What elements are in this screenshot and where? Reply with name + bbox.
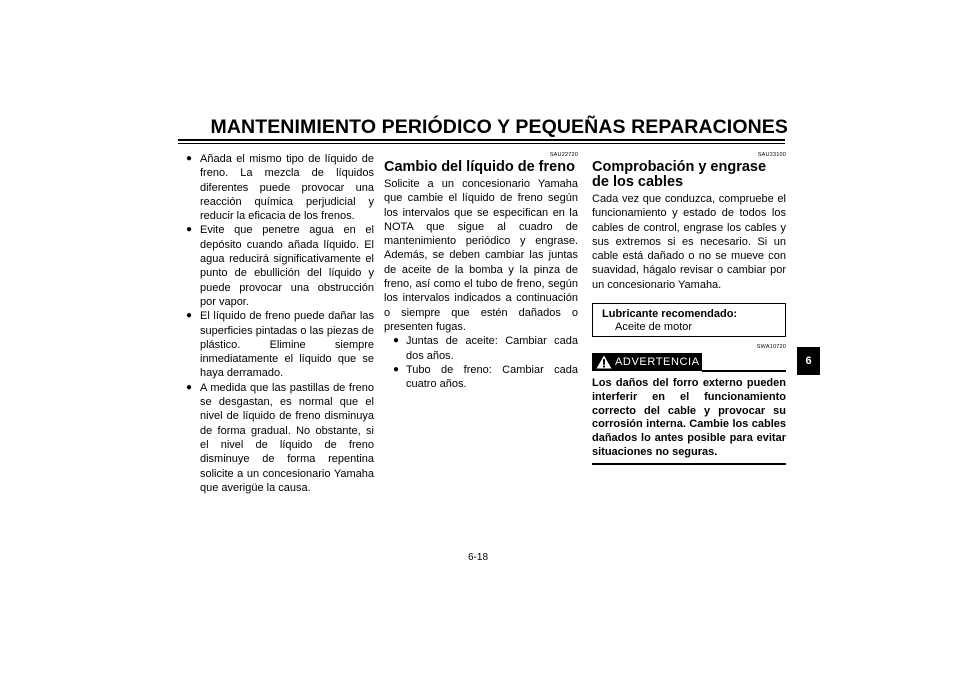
warning-triangle-icon [596, 355, 612, 369]
bullet-item [178, 381, 374, 495]
bullet-item [178, 309, 374, 380]
lubricant-label: Lubricante recomendado: [602, 308, 738, 321]
bullet-icon: ● [186, 153, 193, 164]
section-title: Cambio del líquido de freno [384, 159, 575, 175]
bullet-icon: ● [186, 310, 193, 322]
bullet-icon: ● [186, 224, 193, 236]
warning-label: ADVERTENCIA [615, 355, 700, 368]
warning-rule [702, 370, 786, 372]
page-title: MANTENIMIENTO PERIÓDICO Y PEQUEÑAS REPARACIONES [210, 116, 788, 138]
warning-text: Los daños del forro externo pueden interferir en el funcionamiento correcto del cable y provocar su corrosión interna. Cambie los cables dañados lo antes posible para evitar situaciones no seguras. [592, 377, 786, 459]
warning-header [592, 353, 786, 371]
column-brake-fluid-notes [178, 152, 374, 495]
section-paragraph: Cada vez que conduzca, compruebe el funcionamiento y estado de todos los cables de control, engrase los cables y sus extremos si es necesario. Si un cable está dañado o no se mueve con suavidad, hágalo revisar o cambiar por un concesionario Yamaha. [592, 193, 786, 291]
section-paragraph: Solicite a un concesionario Yamaha que cambie el líquido de freno según los intervalos que se especifican en la NOTA que sigue al cuadro de mantenimiento periódico y engrase. Además, se deben cambiar las juntas de aceite de la bomba y la pinza de freno, así como el tubo de freno, según los intervalos indicados a continuación o siempre que estén dañados o presenten fugas. [384, 178, 578, 333]
bullet-text: Tubo de freno: Cambiar cada cuatro años. [406, 363, 578, 391]
warning-bottom-rule [592, 463, 786, 465]
bullet-text: El líquido de freno puede dañar las superficies pintadas o las piezas de plástico. Elimine siempre inmediatamente el líquido que se haya derramado. [200, 310, 374, 380]
warning-badge [592, 353, 702, 371]
bullet-item [178, 152, 374, 223]
bullet-icon: ● [393, 363, 400, 375]
bullet-icon: ● [186, 381, 193, 393]
bullet-item [384, 363, 578, 392]
bullet-text: A medida que las pastillas de freno se desgastan, es normal que el nivel de líquido de freno disminuya de forma gradual. No obstante, si el nivel de líquido de freno disminuye de forma repentina solicite a un concesionario Yamaha que averigüe la causa. [200, 381, 374, 494]
bullet-icon: ● [393, 335, 400, 347]
column-brake-fluid-change [384, 152, 578, 391]
section-code: SAU23100 [757, 152, 786, 158]
bullet-item [178, 223, 374, 309]
bullet-text: Evite que penetre agua en el depósito cuando añada líquido. El agua reducirá significativamente el punto de ebullición del líquido y puede provocar una obstrucción por vapor. [200, 224, 374, 308]
section-title: Comprobación y engrase de los cables [592, 159, 767, 190]
header-rule-thin [178, 143, 785, 144]
bullet-text: Añada el mismo tipo de líquido de freno. La mezcla de líquidos diferentes puede provocar una reacción química perjudicial y reducir la eficacia de los frenos. [200, 153, 374, 223]
page-number: 6-18 [468, 552, 489, 563]
header-rule-thick [178, 139, 785, 141]
bullet-text: Juntas de aceite: Cambiar cada dos años. [406, 335, 578, 362]
warning-code: SWA10720 [756, 344, 786, 351]
lubricant-box [592, 303, 786, 337]
chapter-tab: 6 [797, 347, 820, 375]
column-cables [592, 152, 786, 465]
section-code: SAU22720 [549, 152, 578, 158]
lubricant-value: Aceite de motor [615, 321, 693, 334]
bullet-item [384, 334, 578, 363]
